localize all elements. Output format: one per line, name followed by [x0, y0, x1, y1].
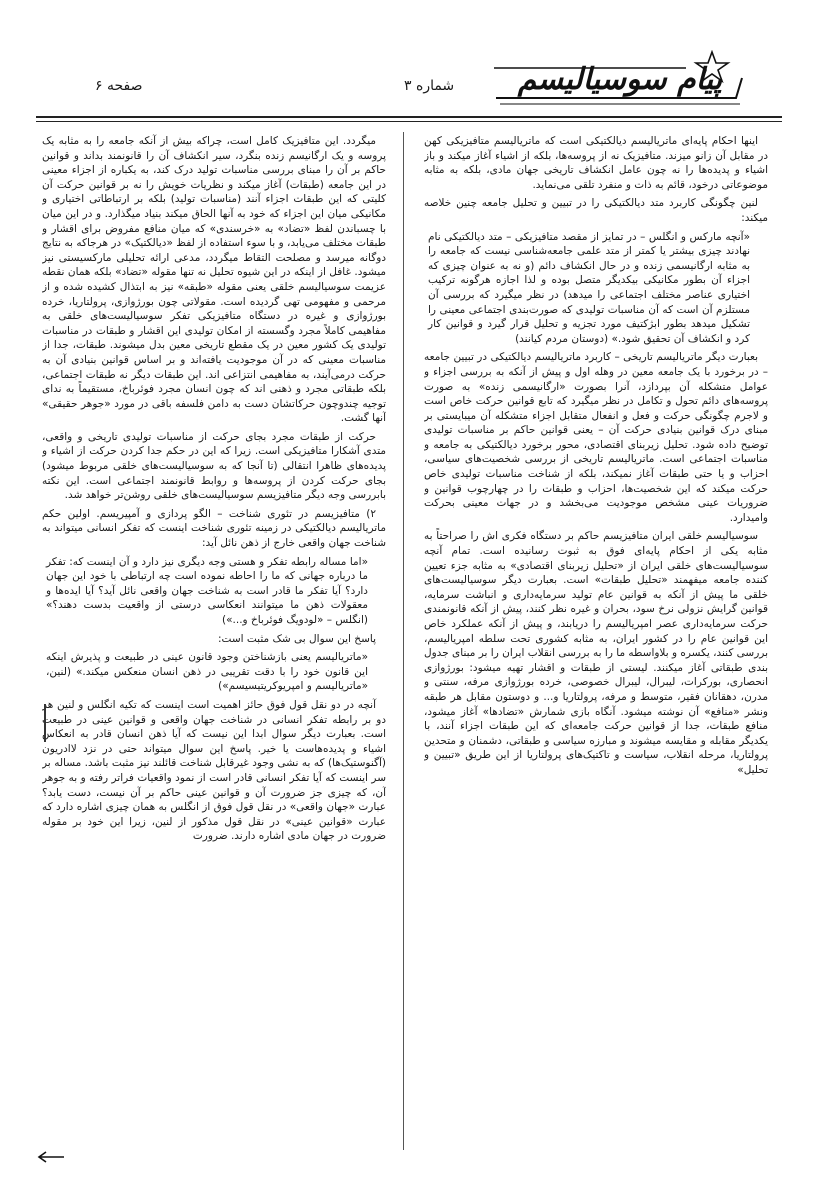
margin-bracket [44, 704, 52, 742]
right-column-paragraph: سوسیالیسم خلقی ایران متافیزیسم حاکم بر دستگاه فکری اش را صراحتاً به مثابه یکی از احکام پایه‌ای فوق به ثبوت رسانیده است. تمام آنچه سوسیالیست‌های خلقی ایران از «تحلیل زیربنای اقتصادی» به مثابه جزء تعیین کننده جامعه میفهمند «تحلیل طبقات» است. بعبارت دیگر سوسیالیست‌های خلقی ما پیش از آنکه به قوانین عام تولید سرمایه‌داری و انباشت سرمایه، قوانین گرایش نزولی نرخ سود، بحران و غیره نظر کنند، پیش از آنکه قانونمندی حرکت سرمایه‌داری عصر امپریالیسم را دریابند، و پیش از آنکه عملکرد خاص این قوانین عام را در کشور ایران، به مثابه کشوری تحت سلطه امپریالیسم، بررسی کنند، یکسره و بلاواسطه ما را به بررسی انقلاب ایران را بر مبنای جدول بندی طبقاتی آغاز میکنند. لیستی از طبقات و اقشار تهیه میشود: بورژوازی انحصاری، بورکرات، لیبرال، لیبرال خصوصی، خرده بورژوازی مرفه، سنتی و مدرن، دهقانان فقیر، متوسط و مرفه، پرولتاریا و... و دوستون مقابل هر طبقه ونشر «منافع» آن نوشته میشود. آنگاه بازی شمارش «تضادها» آغاز میشود، منافع طبقات، جدا از قوانین حرکت جامعه‌ای که این طبقات اجزاء آنند، با یکدیگر مقابله و مقایسه میشوند و مبارزه سیاسی و طبقاتی، دشمنان و متحدین پرولتاریا، مرحله انقلاب، سیاست و تاکتیک‌های پرولتاریا از این طریق «تبیین و تحلیل» [424, 530, 768, 776]
page-number: صفحه ۶ [95, 78, 143, 94]
header-rule [36, 116, 782, 118]
right-column-paragraph: لنین چگونگی کاربرد متد دیالکتیکی را در تبیین و تحلیل جامعه چنین خلاصه میکند: [424, 197, 768, 224]
left-column-quote: «اما مساله رابطه تفکر و هستی وجه دیگری نیز دارد و آن اینست که: تفکر ما درباره جهانی که ما را احاطه نموده است چه ارتباطی با خود این جهان دارد؟ آیا تفکر ما قادر است به شناخت جهان واقعی نائل آید؟ آیا ایده‌ها و معقولات ذهن ما میتوانند انعکاسی درستی از واقعیت بدست دهند؟» (انگلس – «لودویگ فوئرباخ و...») [46, 555, 368, 626]
column-divider [403, 132, 404, 1150]
left-column [42, 134, 386, 1150]
left-column-paragraph: ۲) متافیزیسم در تئوری شناخت – الگو پردازی و آمپیریسم. اولین حکم ماتریالیسم دیالکتیکی در زمینه تئوری شناخت اینست که تفکر انسانی میتواند به شناخت جهان واقعی خارج از ذهن نائل آید: [42, 507, 386, 550]
left-column-paragraph: میگردد. این متافیزیک کامل است، چراکه بیش از آنکه جامعه را به مثابه یک پروسه و یک ارگانیسم زنده بنگرد، سیر انکشاف آن را قانونمند بداند و قوانین حاکم بر آن را مبنای بررسی مناسبات تولید درک کند، به یکباره از اجزاء معینی در این جامعه (طبقات) آغاز میکند و نظریات خویش را نه بر قوانین حرکت آن کلیتی که این طبقات اجزاء آنند (مناسبات تولید) بلکه بر ارتباطاتی اختیاری و مکانیکی میان این اجزاء که خود به آنها الحاق میکند بنیاد میگذارد. و در این میان با چسباندن لفظ «تضاد» به «خرسندی» که میان منافع مفروض برای اقشار و طبقات مختلف می‌یابد، و با سوء استفاده از لفظ «دیالکتیک» در هرجاکه به نتایج دوگانه میرسد و مصلحت التقاط میگردد، مدعی ارائه تحلیلی مارکسیستی نیز میشود. غافل از اینکه در این شیوه تحلیل نه تنها مقوله «تضاد» بلکه همان نقطه عزیمت سوسیالیسم خلقی یعنی مقوله «طبقه» نیز به ابتذال کشیده شده و از مرحمی و مفهومی تهی گردیده است. مقولاتی چون بورژوازی، پرولتاریا، خرده بورژوازی و غیره در دستگاه متافیزیکی تفکر سوسیالیست‌های خلقی به مفاهیمی کاملاً مجرد وگسسته از امکان تولیدی این اقشار و طبقات در مناسبات تولیدی یک کشور معین در یک مقطع تاریخی معین بدل میشوند. طبقات، جدا از مناسبات معینی که در آن موجودیت یافته‌اند و بر اساس قوانین بنیادی آن به حرکت درمی‌آیند، به مفاهیمی انتزاعی اند. این طبقات دیگر نه طبقات اجتماعی، بلکه طبقاتی مجرد و ذهنی اند که چون انسان مجرد فوئرباخ، مستقیماً به ندای توجیه چندوچون حرکاتشان دست به دامن فلسفه باقی در مورد «جوهر حقیقی» آنها گشت. [42, 135, 386, 425]
right-column-paragraph: اینها احکام پایه‌ای ماتریالیسم دیالکتیکی است که ماتریالیسم متافیزیکی کهن در مقابل آن زانو میزند. متافیزیک نه از پروسه‌ها، بلکه از اشیاء آغاز میکند و باز اشیاء و پدیده‌ها را نه چون عامل انکشاف تاریخی جهان مادی، بلکه به مثابه موضوعاتی درخود، قائم به ذات و منفرد تلقی می‌نماید. [424, 135, 768, 191]
left-column-paragraph: حرکت از طبقات مجرد بجای حرکت از مناسبات تولیدی تاریخی و واقعی، متدی آشکارا متافیزیکی است. زیرا که این در حکم جدا کردن حرکت از اشیاء و پدیده‌های ظاهرا انتقالی (تا آنجا که به سوسیالیست‌های خلقی مربوط میشود) بجای حرکت کردن از پروسه‌ها و روابط قانونمند اجتماعی است. این نکته بابررسی وجه دیگر متافیزیسم سوسیالیست‌های خلقی روشن‌تر خواهد شد. [42, 430, 386, 502]
left-column-paragraph: پاسخ این سوال بی شک مثبت است: [217, 632, 376, 645]
left-column-quote: «ماتریالیسم یعنی بازشناختن وجود قانون عینی در طبیعت و پذیرش اینکه این قانون خود را با دقت تقریبی در ذهن انسان منعکس میکند.» (لنین، «ماتریالیسم و امپریوکریتیسیسم») [46, 651, 368, 693]
masthead-logo [486, 50, 756, 110]
right-column-quote: «آنچه مارکس و انگلس – در تمایز از مقصد متافیزیکی – متد دیالکتیکی نام نهادند چیزی بیشتر یا کمتر از متد علمی جامعه‌شناسی نیست که جامعه را به مثابه ارگانیسمی زنده و در حال انکشاف دائم (و نه به عنوان چیزی که اجزاء آن بطور مکانیکی بیکدیگر متصل بوده و لذا اجازه هرگونه ترکیب اختیاری عناصر مختلف اجتماعی را میدهد) در نظر میگیرد که بررسی آن مستلزم آن است که آن مناسبات تولیدی که صورت‌بندی اجتماعی معینی را تشکیل میدهد بطور ابژکتیف مورد تجزیه و تحلیل قرار گیرد و قوانین کار کرد و انکشاف آن تحقیق شود.» (دوستان مردم کیانند) [428, 230, 750, 345]
right-column [424, 134, 768, 1150]
issue-number: شماره ۳ [404, 78, 455, 94]
continue-arrow-icon [36, 1150, 66, 1164]
logo-text: پیام سوسیالیسم [517, 62, 723, 97]
right-column-paragraph: بعبارت دیگر ماتریالیسم تاریخی – کاربرد ماتریالیسم دیالکتیکی در تبیین جامعه – در برخورد با یک جامعه معین در وهله اول و پیش از آنکه به بررسی اجزاء و عوامل متشکله آن بپردازد، آنرا بصورت «ارگانیسمی زنده» به صورت پروسه‌های دائم تحول و تکامل در نظر میگیرد که تابع قوانین حرکت خاص است و لاجرم چگونگی حرکت و فعل و انفعال متقابل اجزاء متشکله آن میبایستی بر مبنای درک قوانین بنیادی حرکت آن – یعنی قوانین حاکم بر مناسبات تولیدی توضیح داده شود. تحلیل زیربنای اقتصادی، محور برخورد دیالکتیکی به جامعه و مناسبات اجتماعی است. ماتریالیسم تاریخی از بررسی شخصیت‌های سیاسی، احزاب و یا حتی طبقات آغاز نمیکند، بلکه از شناخت مناسبات تولیدی خاص حرکت میکند که این شخصیت‌ها، احزاب و طبقات را در چهارچوب قوانین و ضروریات عینی مشخص موجودیت می‌بخشد و در جهات معینی بحرکت وامیدارد. [424, 351, 768, 524]
header-rule-thin [36, 121, 782, 122]
left-column-paragraph: آنچه در دو نقل قول فوق حائز اهمیت است اینست که تکیه انگلس و لنین هر دو بر رابطه تفکر انسانی در شناخت جهان واقعی و قوانین عینی در طبیعت است. بعبارت دیگر سوال ابدا این نیست که آیا ذهن انسان قادر به انعکاس اشیاء و پدیده‌هاست یا خیر. پاسخ این سوال میتواند حتی در نزد لاادریون (آگنوستیک‌ها) که به نشی وجود غیرقابل شناخت قائلند نیز مثبت باشد. مساله بر سر اینست که آیا تفکر انسانی قادر است از نمود واقعیات فراتر رفته و به جوهر آن، که چیزی جز ضرورت آن و قوانین عینی حاکم بر آن نیست، دست یابد؟ عبارت «جهان واقعی» در نقل قول فوق از انگلس به همان چیزی اشاره دارد که عبارت «قوانین عینی» در نقل قول مذکور از لنین، زیرا این خود بر مقوله ضرورت در جهان مادی اشاره دارند. ضرورت [42, 698, 386, 843]
